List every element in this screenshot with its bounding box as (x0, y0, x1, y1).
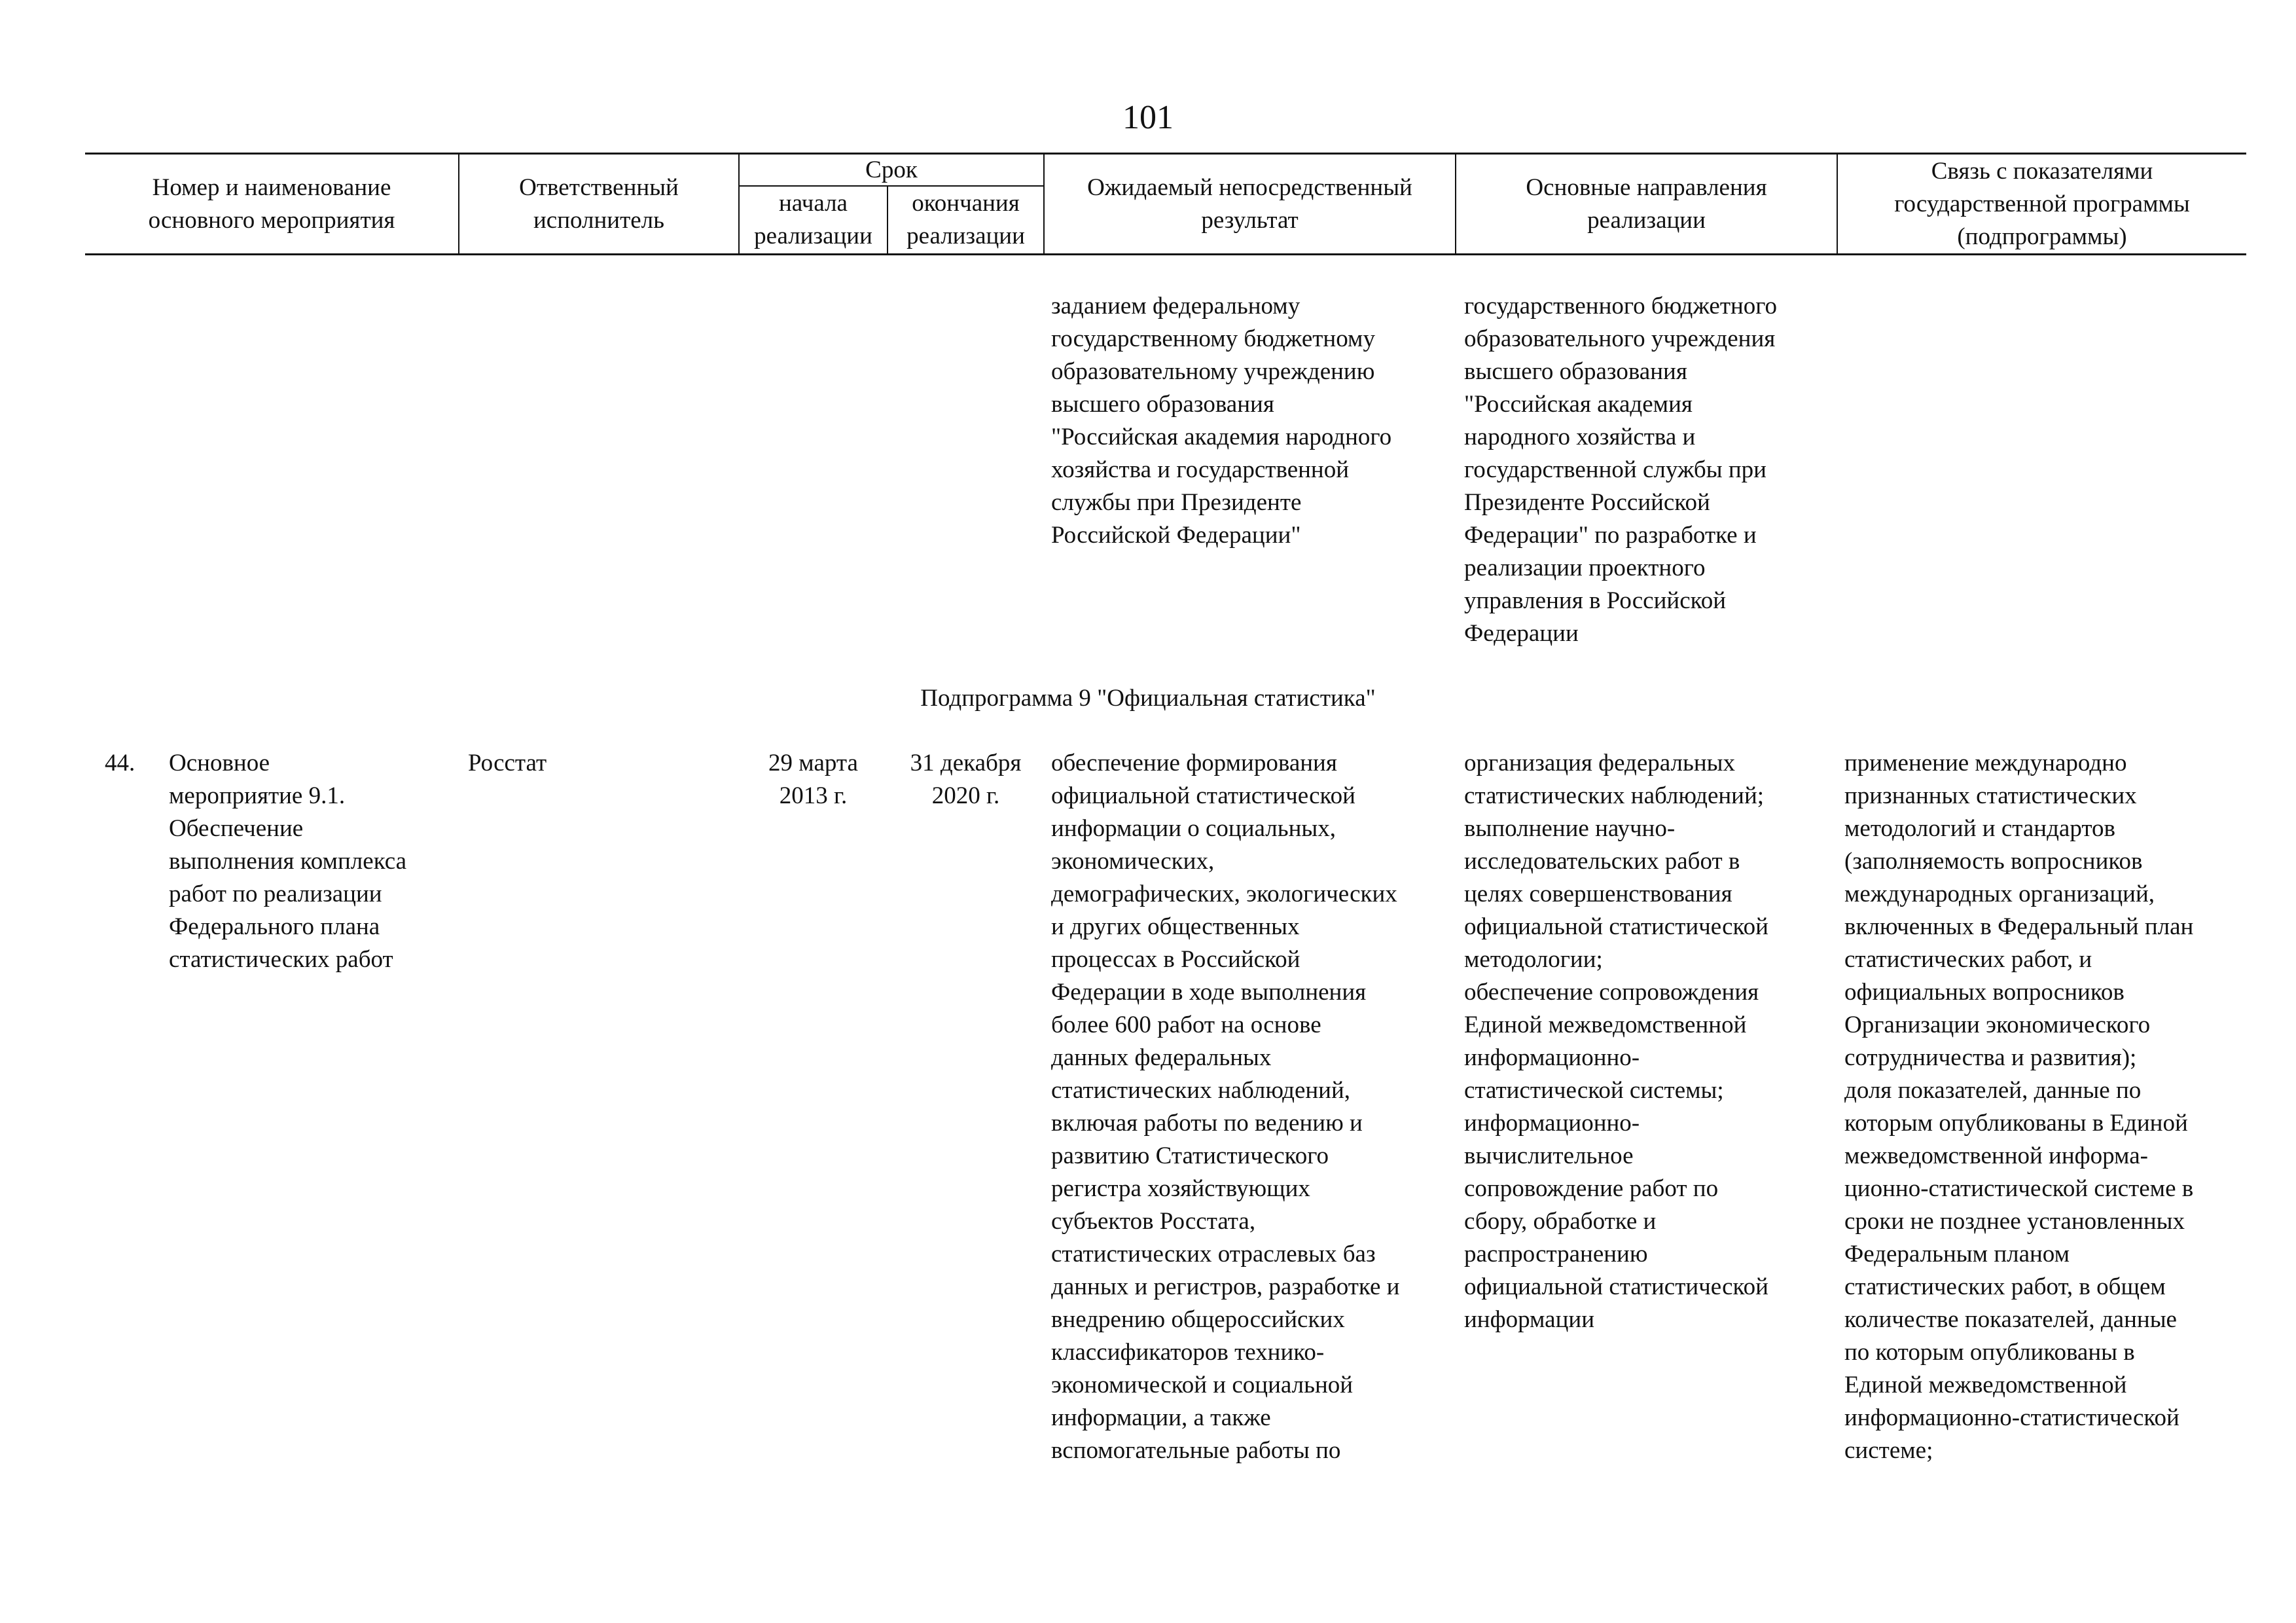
header-col-end: окончания реализации (906, 190, 1025, 249)
continued-directions-text: государственного бюджетного образовательного учреждения высшего образования "Российская академия народного хозяйства и государственной службы при Президенте Российской Федерации" по разработке и реализации проектного управления в Российской Федерации (1464, 293, 1778, 647)
row-start-date: 29 марта 2013 г. (768, 750, 858, 809)
row-expected-result: обеспечение формирования официальной статистической информации о социальных, экономических, демографических, экологических и других общественных процессах в Российской Федерации в ходе выполнения более 600 работ на основе данных федеральных статистических наблюдений, включая работы по ведению и развитию Статистического регистра хозяйствующих субъектов Росстата, статистических отраслевых баз данных и регистров, разработке и внедрению общероссийских классификаторов технико- экономической и социальной информации, а также вспомогательные работы по (1051, 750, 1400, 1464)
header-col-link: Связь с показателями государственной программы (подпрограммы) (1894, 157, 2190, 250)
header-col-name: Номер и наименование основного мероприятия (148, 173, 395, 234)
row-indicator-link: применение международно признанных статистических методологий и стандартов (заполняемость вопросников международных организаций, включенных в Федеральный план статистических работ, и официальных вопросников Организации экономического сотрудничества и развития); доля показателей, данные по которым опубликованы в Единой межведомственной информа- ционно-статистической системе в сроки не позднее установленных Федеральным планом статистических работ, в общем количестве показателей, данные по которым опубликованы в Единой межведомственной информационно-статистической системе; (1844, 750, 2194, 1464)
row-executor: Росстат (468, 750, 547, 776)
row-directions: организация федеральных статистических наблюдений; выполнение научно- исследовательских работ в целях совершенствования официальной статистической методологии; обеспечение сопровождения Единой межведомственной информационно- статистической системы; информационно- вычислительное сопровождение работ по сбору, обработке и распространению официальной статистической информации (1464, 750, 1768, 1333)
row-end-date: 31 декабря 2020 г. (910, 750, 1022, 809)
header-bottom-rule (85, 253, 2246, 255)
header-col-directions: Основные направления реализации (1526, 173, 1767, 234)
header-col-executor: Ответственный исполнитель (519, 173, 679, 234)
continued-result-text: заданием федеральному государственному бюджетному образовательному учреждению высшего образования "Российская академия народного хозяйства и государственной службы при Президенте Российской Федерации" (1051, 293, 1392, 549)
row-activity-name: Основное мероприятие 9.1. Обеспечение выполнения комплекса работ по реализации Федерального плана статистических работ (169, 750, 407, 973)
header-col-term: Срок (865, 156, 918, 183)
page-number: 101 (1122, 99, 1174, 136)
header-col-start: начала реализации (754, 190, 872, 249)
header-col-result: Ожидаемый непосредственный результат (1087, 173, 1412, 234)
row-number: 44. (105, 750, 135, 776)
subprogram-title: Подпрограмма 9 "Официальная статистика" (920, 685, 1376, 712)
